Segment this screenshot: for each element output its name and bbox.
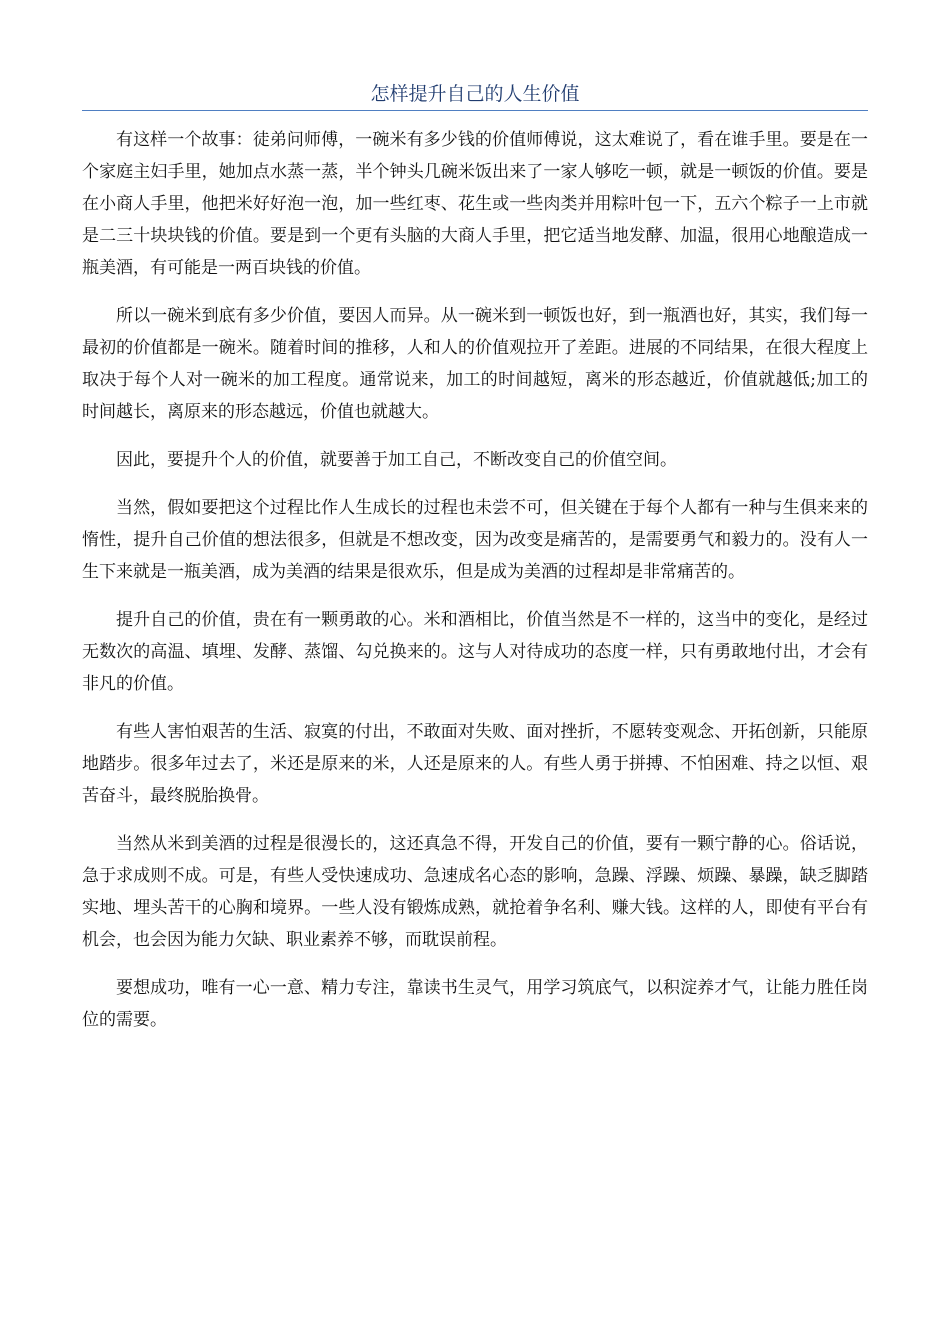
paragraph-2: 所以一碗米到底有多少价值，要因人而异。从一碗米到一顿饭也好，到一瓶酒也好，其实，我们每一最初的价值都是一碗米。随着时间的推移，人和人的价值观拉开了差距。进展的不同结果，在很大程度上取决于每个人对一碗米的加工程度。通常说来，加工的时间越短，离米的形态越近，价值就越低;加工的时间越长，离原来的形态越远，价值也就越大。 [82,306,868,422]
paragraph-8: 要想成功，唯有一心一意、精力专注，靠读书生灵气，用学习筑底气，以积淀养才气，让能力胜任岗位的需要。 [82,978,868,1030]
paragraph-7: 当然从米到美酒的过程是很漫长的，这还真急不得，开发自己的价值，要有一颗宁静的心。俗话说，急于求成则不成。可是，有些人受快速成功、急速成名心态的影响，急躁、浮躁、烦躁、暴躁，缺乏脚踏实地、埋头苦干的心胸和境界。一些人没有锻炼成熟，就抢着争名利、赚大钱。这样的人，即使有平台有机会，也会因为能力欠缺、职业素养不够，而耽误前程。 [82,834,868,950]
paragraph-6: 有些人害怕艰苦的生活、寂寞的付出，不敢面对失败、面对挫折，不愿转变观念、开拓创新，只能原地踏步。很多年过去了，米还是原来的米，人还是原来的人。有些人勇于拼搏、不怕困难、持之以恒、艰苦奋斗，最终脱胎换骨。 [82,722,868,806]
paragraph-4: 当然，假如要把这个过程比作人生成长的过程也未尝不可，但关键在于每个人都有一种与生俱来来的惰性，提升自己价值的想法很多，但就是不想改变，因为改变是痛苦的，是需要勇气和毅力的。没有人一生下来就是一瓶美酒，成为美酒的结果是很欢乐，但是成为美酒的过程却是非常痛苦的。 [82,498,868,582]
paragraph-1: 有这样一个故事：徒弟问师傅，一碗米有多少钱的价值师傅说，这太难说了，看在谁手里。要是在一个家庭主妇手里，她加点水蒸一蒸，半个钟头几碗米饭出来了一家人够吃一顿，就是一顿饭的价值。要是在小商人手里，他把米好好泡一泡，加一些红枣、花生或一些肉类并用粽叶包一下，五六个粽子一上市就是二三十块块钱的价值。要是到一个更有头脑的大商人手里，把它适当地发酵、加温，很用心地酿造成一瓶美酒，有可能是一两百块钱的价值。 [82,130,868,278]
paragraph-5: 提升自己的价值，贵在有一颗勇敢的心。米和酒相比，价值当然是不一样的，这当中的变化，是经过无数次的高温、填埋、发酵、蒸馏、勾兑换来的。这与人对待成功的态度一样，只有勇敢地付出，才会有非凡的价值。 [82,610,868,694]
paragraph-3: 因此，要提升个人的价值，就要善于加工自己，不断改变自己的价值空间。 [116,450,677,470]
document-title: 怎样提升自己的人生价值 [370,83,580,105]
document-body [82,124,868,1052]
title-underline [82,110,868,111]
